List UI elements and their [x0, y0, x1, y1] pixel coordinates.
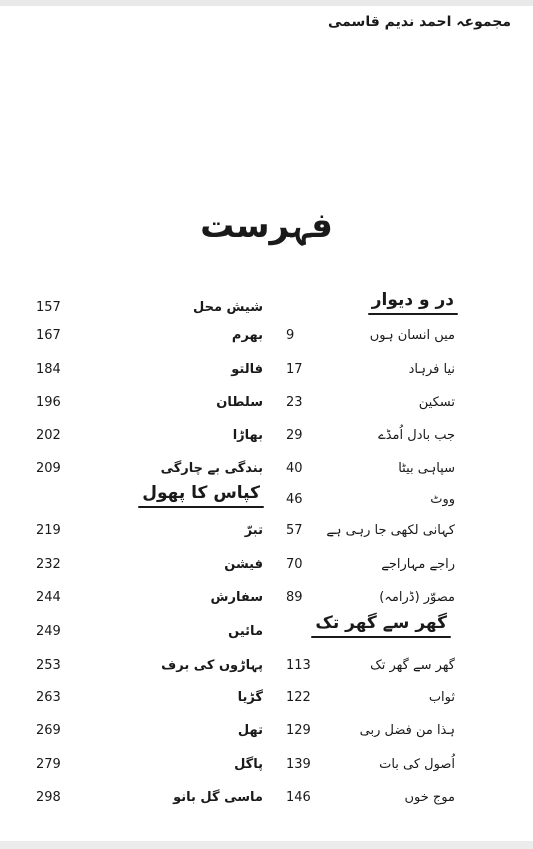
middle-entry-title: فیشن — [224, 557, 263, 572]
middle-page-number: 89 — [286, 590, 303, 605]
right-entry-title: راجے مہاراجے — [381, 557, 455, 572]
toc-row — [0, 788, 533, 812]
middle-entry-title: مائیں — [228, 624, 263, 639]
section-heading-ghar-se-ghar-tak: گھر سے گھر تک — [315, 612, 447, 636]
middle-entry-title: تھل — [237, 723, 263, 738]
right-entry-title: جب بادل اُمڈے — [378, 428, 455, 443]
middle-page-number: 70 — [286, 557, 303, 572]
middle-page-number: 113 — [286, 658, 311, 673]
left-page-number: 263 — [36, 690, 61, 705]
right-entry-title: ثواب — [428, 690, 455, 705]
right-entry-title: نیا فرہاد — [408, 362, 455, 377]
left-page-number: 196 — [36, 395, 61, 410]
middle-page-number: 46 — [286, 492, 303, 507]
toc-row — [0, 688, 533, 712]
middle-page-number: 122 — [286, 690, 311, 705]
right-entry-title: کہانی لکھی جا رہی ہے — [326, 523, 455, 538]
middle-entry-title: بھاڑا — [232, 428, 263, 443]
middle-entry-title: پاگل — [234, 757, 263, 772]
middle-page-number: 57 — [286, 523, 303, 538]
toc-row — [0, 588, 533, 612]
middle-page-number: 146 — [286, 790, 311, 805]
left-page-number: 219 — [36, 523, 61, 538]
right-entry-title: مصوّر (ڈرامہ) — [379, 590, 455, 605]
middle-entry-title: سفارش — [210, 590, 263, 605]
left-page-number: 269 — [36, 723, 61, 738]
middle-entry-title: فالتو — [231, 362, 263, 377]
right-entry-title: موج خوں — [404, 790, 455, 805]
middle-page-number: 129 — [286, 723, 311, 738]
right-entry-title: سپاہی بیٹا — [398, 461, 455, 476]
toc-row — [0, 326, 533, 350]
middle-page-number: 23 — [286, 395, 303, 410]
right-entry-title: ووٹ — [430, 492, 455, 507]
right-entry-title: میں انسان ہوں — [369, 328, 455, 343]
toc-row — [0, 555, 533, 579]
section-heading-dar-o-deewar: در و دیوار — [372, 290, 454, 313]
page-bottom-edge — [0, 841, 533, 849]
section-heading-kapas-ka-phool: کپاس کا پھول — [142, 483, 260, 506]
page-title: فہرست — [200, 206, 333, 246]
right-entry-title: گھر سے گھر تک — [370, 658, 455, 673]
toc-row — [0, 656, 533, 680]
middle-entry-title: بندگی بے چارگی — [160, 461, 263, 476]
toc-row — [0, 426, 533, 450]
middle-entry-title: شیش محل — [192, 300, 263, 315]
middle-entry-title: گڑیا — [237, 690, 263, 705]
middle-entry-title: سلطان — [216, 395, 263, 410]
middle-page-number: 139 — [286, 757, 311, 772]
left-page-number: 298 — [36, 790, 61, 805]
toc-row — [0, 490, 533, 514]
middle-entry-title: ماسی گل بانو — [173, 790, 263, 805]
left-page-number: 167 — [36, 328, 61, 343]
right-entry-title: اُصول کی بات — [379, 757, 455, 772]
right-entry-title: ہذا من فضل ربی — [359, 723, 455, 738]
middle-page-number: 29 — [286, 428, 303, 443]
left-page-number: 184 — [36, 362, 61, 377]
left-page-number: 253 — [36, 658, 61, 673]
middle-page-number: 17 — [286, 362, 303, 377]
left-page-number: 209 — [36, 461, 61, 476]
page-top-edge — [0, 0, 533, 6]
toc-row — [0, 298, 533, 322]
left-page-number: 232 — [36, 557, 61, 572]
toc-row — [0, 459, 533, 483]
toc-row — [0, 393, 533, 417]
toc-row — [0, 360, 533, 384]
toc-row — [0, 622, 533, 646]
left-page-number: 157 — [36, 300, 61, 315]
left-page-number: 279 — [36, 757, 61, 772]
middle-page-number: 40 — [286, 461, 303, 476]
left-page-number: 202 — [36, 428, 61, 443]
left-page-number: 244 — [36, 590, 61, 605]
right-entry-title: تسکین — [418, 395, 455, 410]
middle-page-number: 9 — [286, 328, 295, 343]
toc-row — [0, 755, 533, 779]
toc-row — [0, 521, 533, 545]
toc-row — [0, 721, 533, 745]
middle-entry-title: تبرّ — [244, 523, 263, 538]
left-page-number: 249 — [36, 624, 61, 639]
middle-entry-title: پہاڑوں کی برف — [161, 658, 263, 673]
book-header: مجموعہ احمد ندیم قاسمی — [328, 14, 511, 30]
middle-entry-title: بھرم — [231, 328, 263, 343]
